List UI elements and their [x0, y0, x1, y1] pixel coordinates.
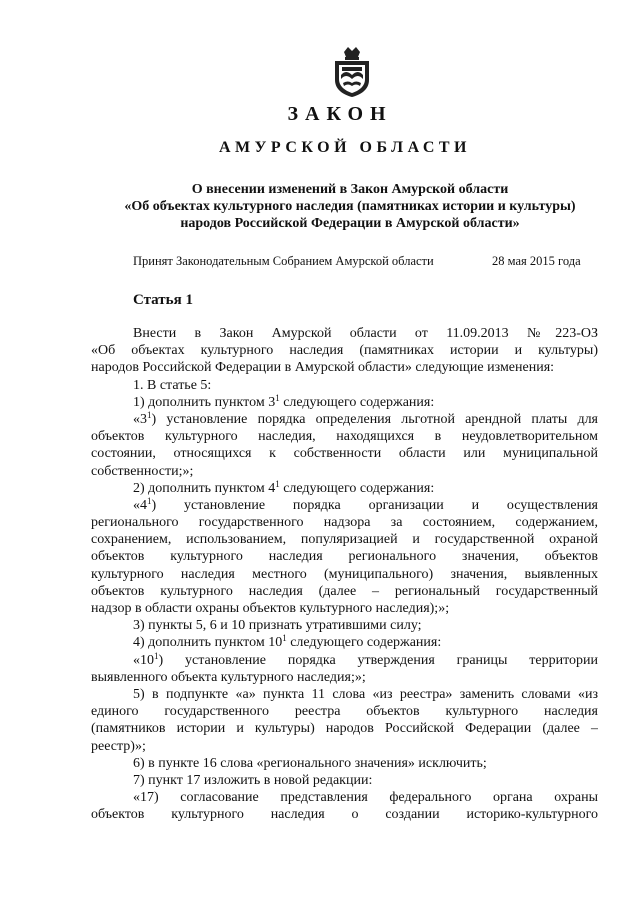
body-line: «17) согласование представления федерального органа охраны: [133, 790, 598, 806]
coat-of-arms-emblem: [330, 46, 374, 98]
body-line: реестр)»;: [91, 738, 146, 754]
body-line: «$3^1$) установление порядка определения льготной арендной платы для: [133, 410, 598, 427]
body-line: объектов культурного наследия регионального значения, объектов: [91, 549, 598, 565]
body-line: 7) пункт 17 изложить в новой редакции:: [133, 772, 373, 788]
body-line: 5) в подпункте «а» пункта 11 слова «из реестра» заменить словами «из: [133, 686, 598, 702]
body-line: единого государственного реестра объектов культурного наследия: [91, 704, 598, 720]
article-title: Статья 1: [133, 292, 193, 308]
body-line: объектов культурного наследия (далее – региональный государственный: [91, 583, 598, 599]
body-line: 1) дополнить пунктом $3^1$ следующего содержания:: [133, 393, 435, 410]
body-line: сохранением, использованием, популяризацией и государственной охраной: [91, 532, 598, 548]
subject-line: «Об объектах культурного наследия (памятниках истории и культуры): [124, 199, 576, 214]
body-line: (памятников истории и культуры) народов Российской Федерации (далее –: [91, 721, 598, 737]
body-line: Внести в Закон Амурской области от 11.09.2013 №223-ОЗ: [133, 326, 598, 341]
adopted-by: Принят Законодательным Собранием Амурской области: [133, 254, 434, 268]
body-line: «$4^1$) установление порядка организации и осуществления: [133, 496, 598, 513]
adopted-date: 28 мая 2015 года: [492, 254, 581, 268]
body-line: собственности;»;: [91, 463, 194, 479]
body-line: 6) в пункте 16 слова «регионального значения» исключить;: [133, 755, 487, 771]
body-line: 2) дополнить пунктом $4^1$ следующего содержания:: [133, 479, 435, 496]
body-line: регионального государственного надзора за состоянием, содержанием,: [91, 515, 598, 531]
body-line: состоянии, относящихся к собственности области или муниципальной: [91, 446, 598, 462]
body-line: «$10^1$) установление порядка утверждения границы территории: [133, 651, 598, 668]
region-title: АМУРСКОЙ ОБЛАСТИ: [219, 139, 471, 156]
body-line: 4) дополнить пунктом $10^1$ следующего содержания:: [133, 634, 442, 651]
body-line: объектов культурного наследия о создании историко-культурного: [91, 807, 598, 823]
body-line: 3) пункты 5, 6 и 10 признать утратившими силу;: [133, 618, 422, 634]
subject-line: О внесении изменений в Закон Амурской области: [191, 182, 509, 197]
body-line: объектов культурного наследия, находящихся в неудовлетворительном: [91, 429, 598, 445]
body-line: выявленного объекта культурного наследия;»;: [91, 669, 366, 685]
law-subject-heading: [95, 181, 605, 232]
subject-line: народов Российской Федерации в Амурской области»: [180, 216, 520, 231]
law-title: ЗАКОН: [287, 103, 393, 125]
body-line: народов Российской Федерации в Амурской области» следующие изменения:: [91, 360, 555, 376]
body-line: культурного наследия местного (муниципального) значения, выявленных: [91, 566, 598, 582]
body-line: «Об объектах культурного наследия (памятниках истории и культуры): [91, 343, 598, 359]
body-line: 1. В статье 5:: [133, 377, 212, 393]
article-body: [91, 325, 598, 823]
body-line: надзор в области охраны объектов культурного наследия);»;: [91, 601, 450, 616]
